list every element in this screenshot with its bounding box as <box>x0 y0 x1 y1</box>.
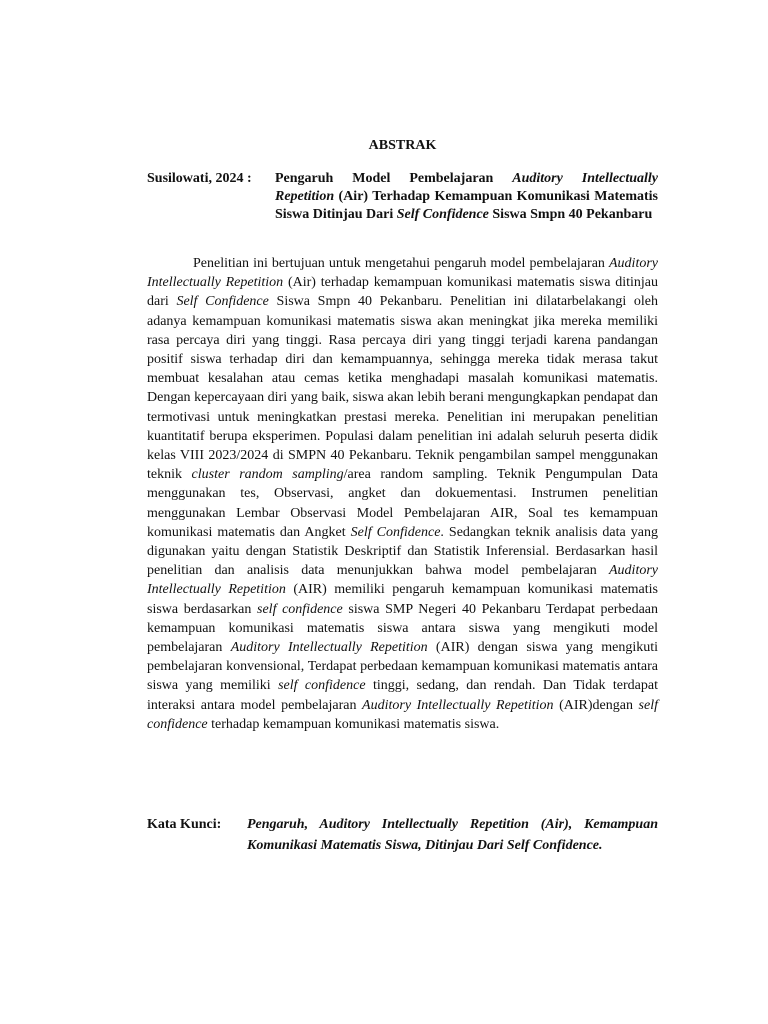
body-segment: (AIR) dengan siswa yang mengikuti pembelajaran konvensional, Terdapat perbedaan kemampuan komunikasi matematis antara siswa yang memiliki <box>147 640 658 694</box>
body-segment: siswa SMP Negeri 40 Pekanbaru Terdapat perbedaan kemampuan komunikasi matematis siswa antara siswa yang mengikuti model pembelajaran <box>147 601 658 656</box>
body-segment: Auditory Intellectually Repetition <box>147 256 658 291</box>
body-segment: Siswa Smpn 40 Pekanbaru. Penelitian ini dilatarbelakangi oleh adanya kemampuan komunikasi matematis siswa akan meningkat jika mereka memiliki rasa percaya diri yang tinggi. Rasa percaya diri yang tinggi terjadi karena pandangan positif siswa terhadap diri dan kemampuannya, sehingga mereka tidak merasa takut membuat kesalahan atau cemas ketika menghadapi masalah komunikasi matematis. Dengan kepercayaan diri yang baik, siswa akan lebih berani mengungkapkan pendapat dan termotivasi untuk meningkatkan prestasi mereka. Penelitian ini merupakan penelitian kuantitatif berupa eksperimen. Populasi dalam penelitian ini adalah seluruh peserta didik kelas VIII 2023/2024 di SMPN 40 Pekanbaru. Teknik pengambilan sampel menggunakan teknik <box>147 294 659 483</box>
body-segment: . Sedangkan teknik analisis data yang digunakan yaitu dengan Statistik Deskriptif dan Statistik Inferensial. Berdasarkan hasil penelitian dan analisis data menunjukkan bahwa model pembelajaran <box>147 524 658 579</box>
title-segment: (Air) Terhadap Kemampuan Komunikasi Matematis Siswa Ditinjau Dari <box>275 189 658 222</box>
body-segment: Self Confidence <box>350 524 441 540</box>
body-segment: self confidence <box>278 678 366 694</box>
body-segment: self confidence <box>257 601 343 617</box>
title-segment: Pengaruh Model Pembelajaran <box>275 171 513 186</box>
body-segment: terhadap kemampuan komunikasi matematis siswa. <box>207 716 500 732</box>
body-segment: tinggi, sedang, dan rendah. Dan Tidak terdapat interaksi antara model pembelajaran <box>147 678 659 713</box>
body-segment: (Air) terhadap kemampuan komunikasi matematis siswa ditinjau dari <box>147 275 658 310</box>
abstract-body <box>147 254 658 734</box>
body-segment: Auditory Intellectually Repetition <box>362 697 554 713</box>
body-segment: Auditory Intellectually Repetition <box>147 563 658 598</box>
abstract-heading: ABSTRAK <box>368 138 437 153</box>
body-segment: Penelitian ini bertujuan untuk mengetahui pengaruh model pembelajaran <box>193 256 609 271</box>
thesis-title <box>275 170 658 224</box>
document-page <box>147 0 658 1024</box>
title-segment: Self Confidence <box>396 207 489 222</box>
keywords-text: Pengaruh, Auditory Intellectually Repetition (Air), Kemampuan Komunikasi Matematis Siswa, Ditinjau Dari Self Confidence. <box>247 817 658 853</box>
body-segment: self confidence <box>147 697 658 732</box>
body-segment: (AIR) memiliki pengaruh kemampuan komunikasi matematis siswa berdasarkan <box>147 582 658 617</box>
body-segment: (AIR)dengan <box>553 697 639 713</box>
body-segment: Self Confidence <box>176 294 269 310</box>
title-segment: Auditory Intellectually Repetition <box>275 171 659 204</box>
keywords-label: Kata Kunci: <box>147 817 222 832</box>
body-segment: Auditory Intellectually Repetition <box>230 640 428 656</box>
body-segment: cluster random sampling <box>191 467 344 483</box>
title-segment: Siswa Smpn 40 Pekanbaru <box>488 207 653 222</box>
body-segment: /area random sampling. Teknik Pengumpulan Data menggunakan tes, Observasi, angket dan dokuementasi. Instrumen penelitian menggunakan Lembar Observasi Model Pembelajaran AIR, Soal tes kemampuan komunikasi matematis dan Angket <box>147 467 659 540</box>
author-line: Susilowati, 2024 : <box>147 171 252 186</box>
